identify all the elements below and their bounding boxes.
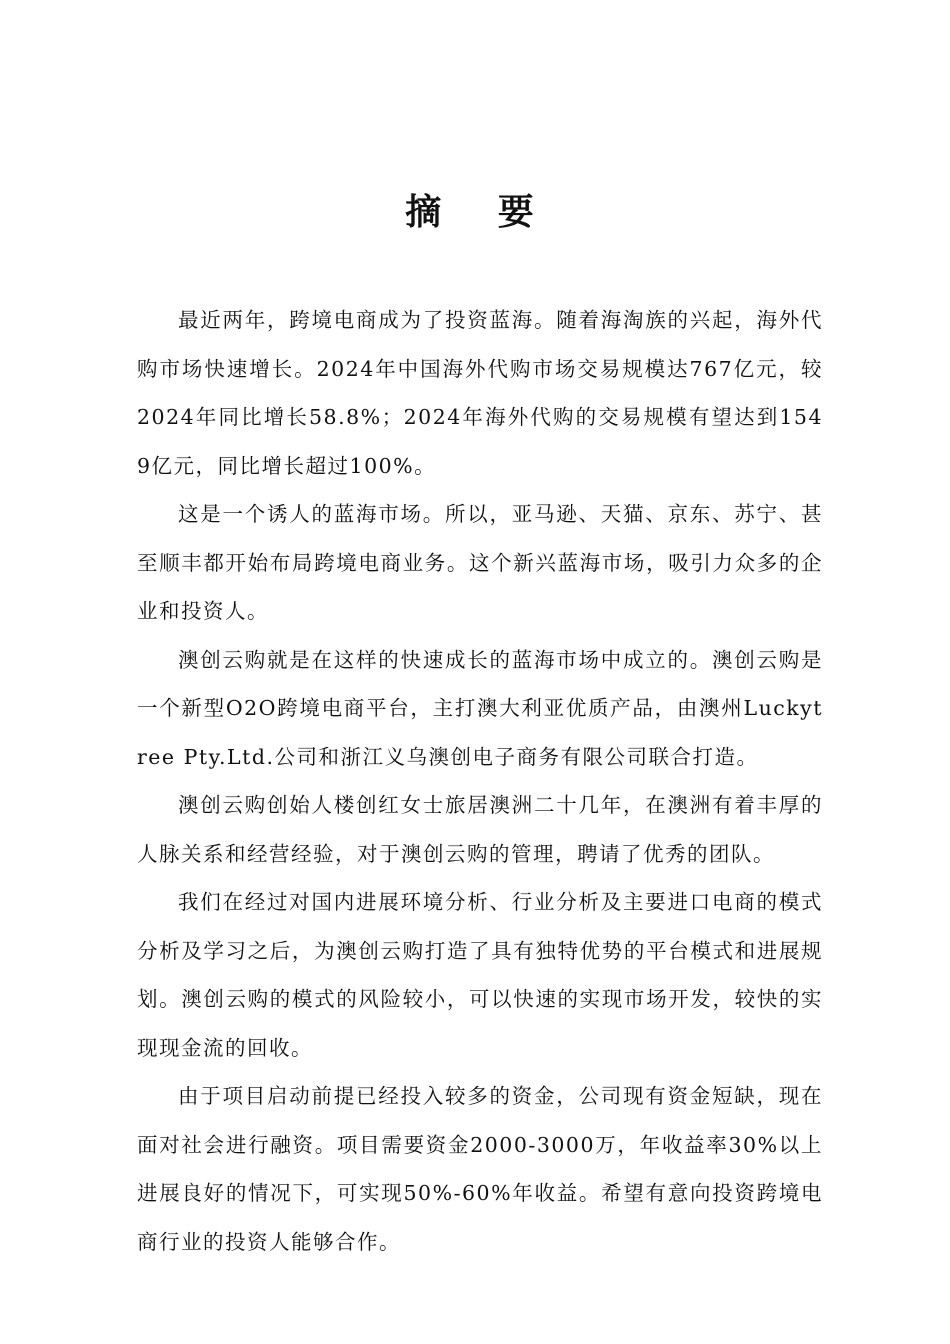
- paragraph: 澳创云购创始人楼创红女士旅居澳洲二十几年，在澳洲有着丰厚的人脉关系和经营经验，对于澳创云购的管理，聘请了优秀的团队。: [137, 793, 823, 866]
- paragraph: 最近两年，跨境电商成为了投资蓝海。随着海淘族的兴起，海外代购市场快速增长。2024年中国海外代购市场交易规模达767亿元，较2024年同比增长58.8%；2024年海外代购的交易规模有望达到1549亿元，同比增长超过100%。: [137, 308, 823, 478]
- paragraph: 我们在经过对国内进展环境分析、行业分析及主要进口电商的模式分析及学习之后，为澳创云购打造了具有独特优势的平台模式和进展规划。澳创云购的模式的风险较小，可以快速的实现市场开发，较快的实现现金流的回收。: [137, 890, 823, 1060]
- paragraph: 由于项目启动前提已经投入较多的资金，公司现有资金短缺，现在面对社会进行融资。项目需要资金2000-3000万，年收益率30%以上进展良好的情况下，可实现50%-60%年收益。希望有意向投资跨境电商行业的投资人能够合作。: [137, 1084, 823, 1254]
- page-title: 摘 要: [405, 191, 556, 234]
- paragraph: 这是一个诱人的蓝海市场。所以，亚马逊、天猫、京东、苏宁、甚至顺丰都开始布局跨境电商业务。这个新兴蓝海市场，吸引力众多的企业和投资人。: [137, 502, 823, 623]
- abstract-body: [137, 296, 823, 1266]
- paragraph: 澳创云购就是在这样的快速成长的蓝海市场中成立的。澳创云购是一个新型O2O跨境电商平台，主打澳大利亚优质产品，由澳州Luckytree Pty.Ltd.公司和浙江义乌澳创电子商务有限公司联合打造。: [137, 647, 823, 769]
